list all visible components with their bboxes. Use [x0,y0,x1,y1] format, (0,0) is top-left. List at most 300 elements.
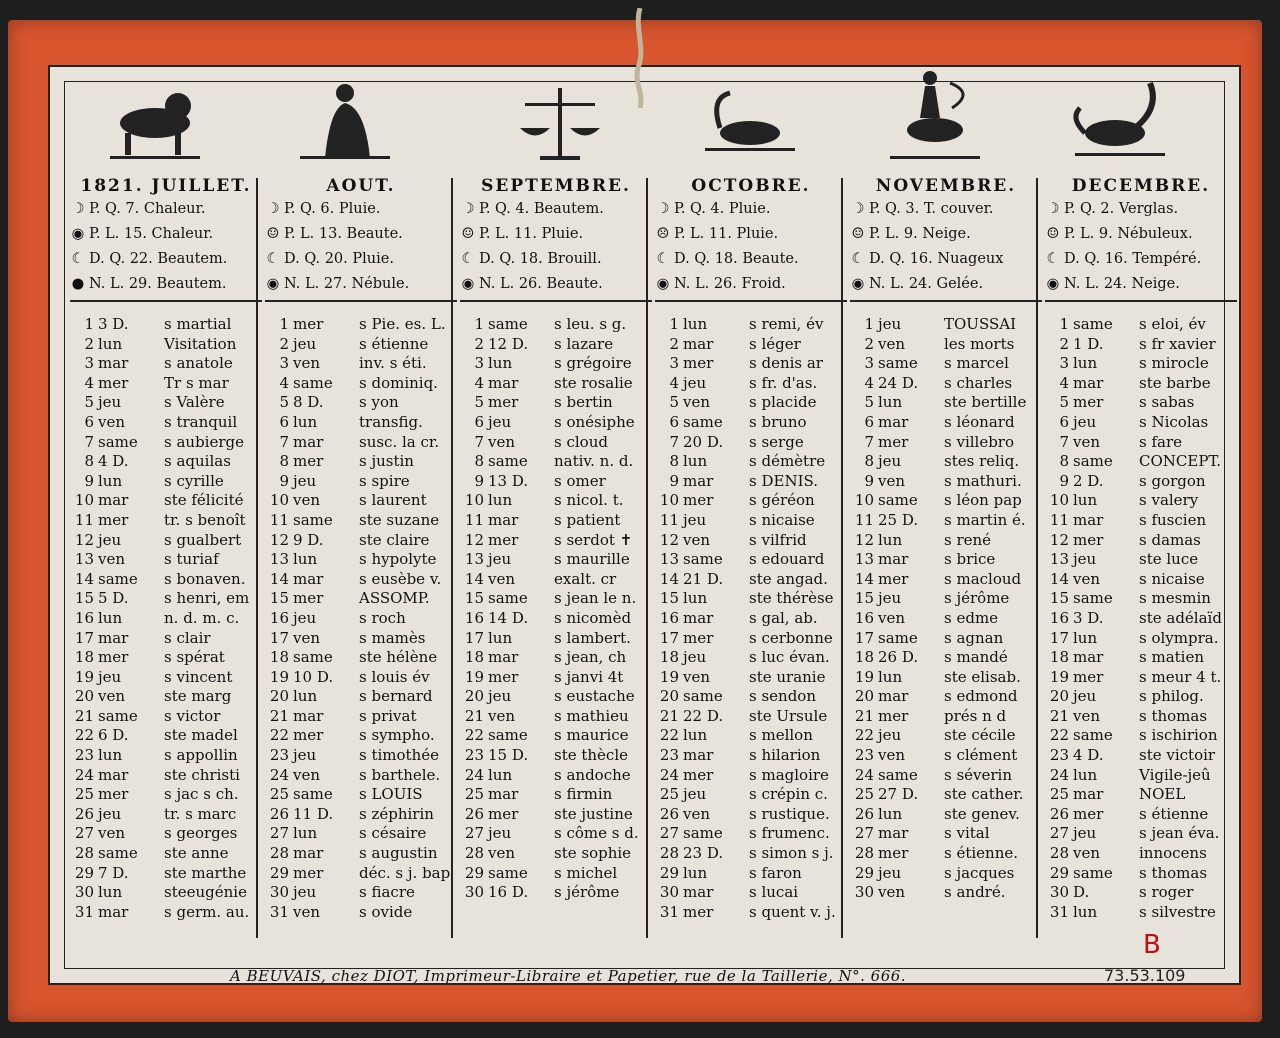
day-number: 15 [1049,589,1069,608]
weekday: same [488,863,528,882]
printer-footer: A BEUVAIS, chez DIOT, Imprimeur-Libraire et Papetier, rue de la Taillerie, N°. 666. [230,967,907,985]
day-row [655,785,847,805]
day-row [850,609,1042,629]
weekday: ven [683,530,711,549]
moon-phase-row [265,197,457,222]
saint-name: s nicol. t. [554,491,624,510]
weekday: mar [488,785,519,804]
day-number: 18 [464,648,484,667]
weekday: ven [878,883,906,902]
moon-icon: ☾ [656,251,670,267]
weekday: same [98,569,138,588]
saint-name: ste bertille [944,393,1027,412]
saint-name: s fr xavier [1139,334,1216,353]
saint-name: s étienne [1139,804,1209,823]
weekday: 8 D. [293,393,324,412]
saint-name: s jac s ch. [164,785,239,804]
day-number: 29 [464,863,484,882]
day-row [1045,531,1237,551]
day-row [265,805,457,825]
saint-name: Visitation [164,334,237,353]
day-row [70,707,262,727]
day-number: 11 [74,510,94,529]
day-row [850,315,1042,335]
day-row [460,511,652,531]
saint-name: stes reliq. [944,452,1020,471]
saint-name: s léonard [944,412,1015,431]
day-list [850,315,1042,903]
saint-name: s roch [359,608,406,627]
day-row [70,570,262,590]
weekday: 12 D. [488,334,529,353]
saint-name: ste rosalie [554,373,633,392]
day-row [1045,648,1237,668]
saint-name: s serdot ✝ [554,530,633,549]
saint-name: s ovide [359,902,413,921]
day-number: 31 [1049,902,1069,921]
day-row [850,335,1042,355]
day-row [265,883,457,903]
day-row [655,413,847,433]
saint-name: s andré. [944,883,1006,902]
day-number: 4 [1059,373,1069,392]
weekday: lun [98,746,123,765]
weekday: mer [683,902,714,921]
saint-name: s mirocle [1139,354,1209,373]
day-number: 15 [464,589,484,608]
saint-name: s ischirion [1139,726,1218,745]
saint-name: s gal, ab. [749,608,818,627]
day-number: 28 [1049,844,1069,863]
day-row [1045,491,1237,511]
day-number: 18 [854,648,874,667]
day-number: 16 [269,608,289,627]
saint-name: s firmin [554,785,613,804]
weekday: mer [488,804,519,823]
weekday: jeu [488,550,512,569]
day-row [70,393,262,413]
weekday: same [1073,452,1113,471]
day-number: 29 [1049,863,1069,882]
saint-name: s clair [164,628,211,647]
day-number: 28 [269,844,289,863]
day-number: 4 [864,373,874,392]
day-row [265,354,457,374]
day-row [70,864,262,884]
saint-name: s lambert. [554,628,631,647]
day-row [655,335,847,355]
column-divider [841,178,843,938]
day-number: 23 [269,746,289,765]
weekday: same [1073,589,1113,608]
weekday: mer [683,491,714,510]
weekday: same [683,824,723,843]
weekday: ven [683,667,711,686]
moon-icon: ◉ [1046,276,1060,292]
day-number: 14 [74,569,94,588]
weekday: mer [98,373,129,392]
day-row [70,648,262,668]
day-row [265,864,457,884]
day-row [655,354,847,374]
saint-name: ste justine [554,804,633,823]
weekday: ven [488,569,516,588]
day-row [850,374,1042,394]
weekday: jeu [488,412,512,431]
weekday: same [293,785,333,804]
saint-name: inv. s éti. [359,354,427,373]
month-title: SEPTEMBRE. [481,176,631,196]
saint-name: s côme s d. [554,824,639,843]
weekday: jeu [488,824,512,843]
saint-name: s marcel [944,354,1009,373]
saint-name: s fr. d'as. [749,373,818,392]
day-row [655,374,847,394]
weekday: same [293,510,333,529]
moon-icon: ☾ [266,251,280,267]
day-row [70,805,262,825]
day-row [655,629,847,649]
weekday: lun [1073,354,1098,373]
saint-name: s vital [944,824,990,843]
weekday: lun [878,393,903,412]
day-number: 10 [659,491,679,510]
saint-name: s cyrille [164,471,224,490]
day-number: 18 [1049,648,1069,667]
day-number: 23 [1049,746,1069,765]
day-row [1045,393,1237,413]
day-list [655,315,847,922]
weekday: mer [293,726,324,745]
day-row [850,531,1042,551]
weekday: 14 D. [488,608,529,627]
saint-name: s magloire [749,765,829,784]
day-number: 16 [74,608,94,627]
day-row [70,433,262,453]
weekday: 10 D. [293,667,334,686]
day-number: 7 [669,432,679,451]
day-row [1045,452,1237,472]
weekday: ven [293,354,321,373]
weekday: 3 D. [98,315,129,333]
day-number: 19 [74,667,94,686]
saint-name: s serge [749,432,804,451]
column-separator [1045,300,1237,302]
weekday: same [293,648,333,667]
saint-name: s barthele. [359,765,441,784]
moon-icon: ☽ [1046,201,1060,217]
weekday: same [878,628,918,647]
day-row [1045,374,1237,394]
saint-name: s sabas [1139,393,1195,412]
saint-name: s timothée [359,746,439,765]
day-row [1045,824,1237,844]
day-row [460,746,652,766]
day-row [850,668,1042,688]
weekday: mar [293,432,324,451]
day-number: 5 [1059,393,1069,412]
day-number: 23 [464,746,484,765]
day-row [70,452,262,472]
saint-name: s jérôme [554,883,620,902]
day-number: 28 [854,844,874,863]
day-row [1045,903,1237,923]
day-row [1045,864,1237,884]
day-row [265,785,457,805]
day-row [265,687,457,707]
saint-name: s louis év [359,667,430,686]
day-row [265,413,457,433]
weekday: lun [293,550,318,569]
moon-phase-row [850,247,1042,272]
weekday: 13 D. [488,471,529,490]
day-number: 26 [74,804,94,823]
day-row [655,393,847,413]
day-number: 27 [854,824,874,843]
day-row [460,707,652,727]
moon-phase-row [70,272,262,297]
weekday: ven [878,471,906,490]
day-number: 11 [854,510,874,529]
day-number: 3 [1059,354,1069,373]
saint-name: ste elisab. [944,667,1021,686]
day-row [265,903,457,923]
saint-name: Vigile-jeû [1139,765,1211,784]
saint-name: innocens [1139,844,1207,863]
day-number: 17 [854,628,874,647]
day-number: 21 [854,706,874,725]
day-row [460,315,652,335]
saint-name: susc. la cr. [359,432,440,451]
day-row [265,766,457,786]
day-number: 10 [269,491,289,510]
saint-name: s vincent [164,667,233,686]
saint-name: s maurille [554,550,630,569]
day-number: 27 [659,824,679,843]
moon-icon: ☽ [851,201,865,217]
day-row [460,374,652,394]
day-number: 31 [269,902,289,921]
day-number: 10 [1049,491,1069,510]
moon-phase-text: D. Q. 18. Brouill. [479,251,602,267]
day-row [1045,433,1237,453]
saint-name: s lazare [554,334,614,353]
day-number: 2 [1059,334,1069,353]
day-number: 25 [269,785,289,804]
day-row [460,687,652,707]
day-row [70,785,262,805]
weekday: mar [488,510,519,529]
day-row [70,883,262,903]
weekday: lun [878,530,903,549]
day-row [850,629,1042,649]
weekday: same [488,589,528,608]
saint-name: transfig. [359,412,423,431]
weekday: jeu [683,510,707,529]
saint-name: s charles [944,373,1013,392]
day-row [1045,629,1237,649]
moon-phase-text: D. Q. 16. Tempéré. [1064,251,1202,267]
day-row [265,746,457,766]
weekday: ven [488,706,516,725]
day-number: 27 [269,824,289,843]
day-row [655,707,847,727]
day-number: 17 [464,628,484,647]
saint-name: s spérat [164,648,225,667]
saint-name: n. d. m. c. [164,608,240,627]
weekday: mer [878,569,909,588]
weekday: mer [98,510,129,529]
weekday: lun [488,628,513,647]
day-number: 27 [464,824,484,843]
day-row [460,864,652,884]
moon-phase-text: P. Q. 6. Pluie. [284,201,381,217]
day-row [850,433,1042,453]
saint-name: s edme [944,608,999,627]
saint-name: s meur 4 t. [1139,667,1222,686]
weekday: mar [878,550,909,569]
saint-name: s jean, ch [554,648,627,667]
day-row [1045,766,1237,786]
handwritten-mark: B [1143,930,1161,960]
saint-name: s cerbonne [749,628,833,647]
day-number: 14 [854,569,874,588]
day-row [265,472,457,492]
day-number: 22 [854,726,874,745]
day-number: 17 [1049,628,1069,647]
weekday: mer [98,785,129,804]
day-number: 4 [279,373,289,392]
weekday: same [488,315,528,333]
moon-icon: ☺ [266,226,280,242]
day-row [70,746,262,766]
weekday: 2 D. [1073,471,1104,490]
day-row [1045,511,1237,531]
weekday: 25 D. [878,510,919,529]
moon-phase-text: N. L. 27. Nébule. [284,276,410,292]
day-row [265,570,457,590]
saint-name: ste hélène [359,648,438,667]
weekday: ven [878,608,906,627]
column-divider [451,178,453,938]
day-row [70,629,262,649]
saint-name: s dominiq. [359,373,438,392]
moon-phase-text: P. Q. 2. Verglas. [1064,201,1179,217]
moon-icon: ☽ [656,201,670,217]
weekday: mar [98,765,129,784]
moon-phase-row [1045,272,1237,297]
moon-icon: ☺ [851,226,865,242]
day-row [460,413,652,433]
saint-name: ste christi [164,765,240,784]
weekday: mer [878,432,909,451]
weekday: ven [683,804,711,823]
day-row [265,491,457,511]
weekday: jeu [878,589,902,608]
moon-phase-text: D. Q. 20. Pluie. [284,251,394,267]
day-number: 16 [659,608,679,627]
day-number: 13 [659,550,679,569]
month-column [850,125,1042,925]
saint-name: s bruno [749,412,807,431]
saint-name: s clément [944,746,1018,765]
saint-name: s andoche [554,765,631,784]
day-row [265,315,457,335]
weekday: mar [1073,373,1104,392]
day-row [460,883,652,903]
day-row [1045,844,1237,864]
day-number: 31 [74,902,94,921]
weekday: ven [293,765,321,784]
weekday: ven [488,432,516,451]
day-number: 20 [269,687,289,706]
day-number: 30 [269,883,289,902]
weekday: 7 D. [98,863,129,882]
day-number: 12 [1049,530,1069,549]
day-row [265,335,457,355]
day-row [850,746,1042,766]
saint-name: s eustache [554,687,635,706]
day-row [850,550,1042,570]
day-number: 2 [474,334,484,353]
saint-name: s germ. au. [164,902,250,921]
saint-name: s zéphirin [359,804,434,823]
weekday: 6 D. [98,726,129,745]
weekday: jeu [1073,687,1097,706]
moon-phase-row [850,197,1042,222]
day-number: 9 [279,471,289,490]
saint-name: s DENIS. [749,471,819,490]
day-row [70,550,262,570]
day-row [850,589,1042,609]
weekday: 27 D. [878,785,919,804]
day-row [70,315,262,335]
saint-name: ste marthe [164,863,247,882]
day-number: 13 [854,550,874,569]
day-number: 18 [74,648,94,667]
day-row [655,864,847,884]
day-number: 4 [669,373,679,392]
day-row [655,511,847,531]
day-row [850,883,1042,903]
saint-name: s victor [164,706,221,725]
day-number: 7 [84,432,94,451]
weekday: lun [98,883,123,902]
day-row [850,844,1042,864]
weekday: jeu [98,667,122,686]
saint-name: s hypolyte [359,550,437,569]
day-row [655,315,847,335]
saint-name: s césaire [359,824,427,843]
day-number: 21 [269,706,289,725]
moon-phase-text: P. Q. 7. Chaleur. [89,201,206,217]
saint-name: s sendon [749,687,816,706]
day-number: 3 [864,354,874,373]
day-number: 7 [1059,432,1069,451]
day-row [655,609,847,629]
weekday: mar [683,883,714,902]
saint-name: s Pie. es. L. [359,315,446,333]
weekday: jeu [1073,412,1097,431]
saint-name: s lucai [749,883,799,902]
day-row [70,726,262,746]
day-row [70,413,262,433]
saint-name: s rené [944,530,992,549]
moon-icon: ☾ [1046,251,1060,267]
day-number: 11 [1049,510,1069,529]
day-row [1045,785,1237,805]
weekday: jeu [293,608,317,627]
